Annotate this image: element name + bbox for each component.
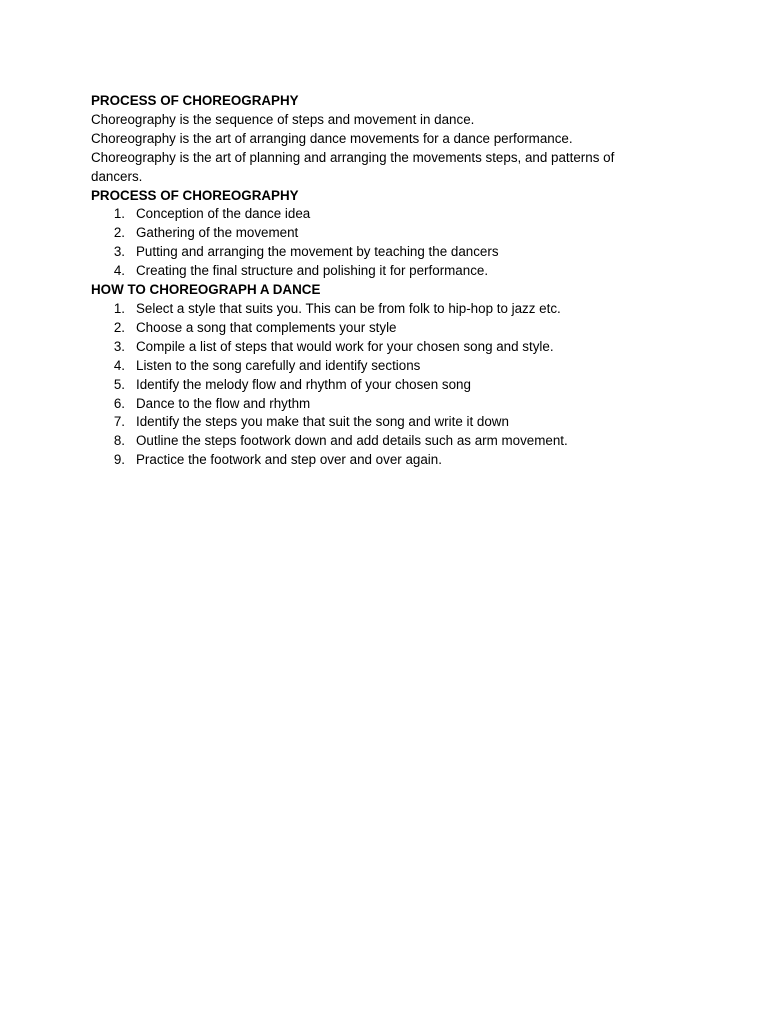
paragraph: Choreography is the sequence of steps and movement in dance. (91, 111, 475, 127)
process-list (91, 205, 651, 281)
list-number: 1. (113, 206, 125, 222)
list-item-text: Conception of the dance idea (136, 206, 311, 222)
list-item-text: Putting and arranging the movement by teaching the dancers (136, 244, 499, 260)
list-item (91, 262, 651, 281)
list-number: 8. (113, 433, 125, 449)
list-number: 7. (113, 414, 125, 430)
list-number: 2. (113, 319, 125, 335)
document-content (91, 92, 651, 470)
list-item-text: Identify the melody flow and rhythm of your chosen song (136, 376, 471, 392)
paragraph: Choreography is the art of arranging dance movements for a dance performance. (91, 130, 573, 146)
list-item (91, 338, 651, 357)
list-item (91, 319, 651, 338)
list-item (91, 205, 651, 224)
list-item (91, 224, 651, 243)
how-to-list (91, 300, 651, 470)
list-item-text: Choose a song that complements your style (136, 319, 397, 335)
list-item (91, 413, 651, 432)
list-number: 1. (113, 300, 125, 316)
list-number: 6. (113, 395, 125, 411)
list-item (91, 243, 651, 262)
section-heading: PROCESS OF CHOREOGRAPHY (91, 187, 299, 203)
list-item-text: Compile a list of steps that would work for your chosen song and style. (136, 338, 554, 354)
list-item (91, 395, 651, 414)
list-number: 4. (113, 357, 125, 373)
list-item-text: Identify the steps you make that suit the song and write it down (136, 414, 509, 430)
list-item-text: Gathering of the movement (136, 225, 299, 241)
section-heading: HOW TO CHOREOGRAPH A DANCE (91, 282, 321, 298)
list-item (91, 357, 651, 376)
list-item (91, 432, 651, 451)
list-item-text: Outline the steps footwork down and add details such as arm movement. (136, 433, 568, 449)
section-heading: PROCESS OF CHOREOGRAPHY (91, 93, 299, 108)
list-item-text: Select a style that suits you. This can be from folk to hip-hop to jazz etc. (136, 300, 561, 316)
list-item (91, 376, 651, 395)
list-number: 3. (113, 338, 125, 354)
list-number: 9. (113, 452, 125, 468)
list-number: 2. (113, 225, 125, 241)
list-item (91, 451, 651, 470)
list-item-text: Listen to the song carefully and identify sections (136, 357, 421, 373)
list-item (91, 300, 651, 319)
list-number: 3. (113, 244, 125, 260)
list-item-text: Dance to the flow and rhythm (136, 395, 311, 411)
list-number: 4. (113, 263, 125, 279)
paragraph: Choreography is the art of planning and arranging the movements steps, and patterns of dancers. (91, 149, 615, 184)
list-item-text: Practice the footwork and step over and over again. (136, 452, 442, 468)
list-number: 5. (113, 376, 125, 392)
list-item-text: Creating the final structure and polishing it for performance. (136, 263, 489, 279)
